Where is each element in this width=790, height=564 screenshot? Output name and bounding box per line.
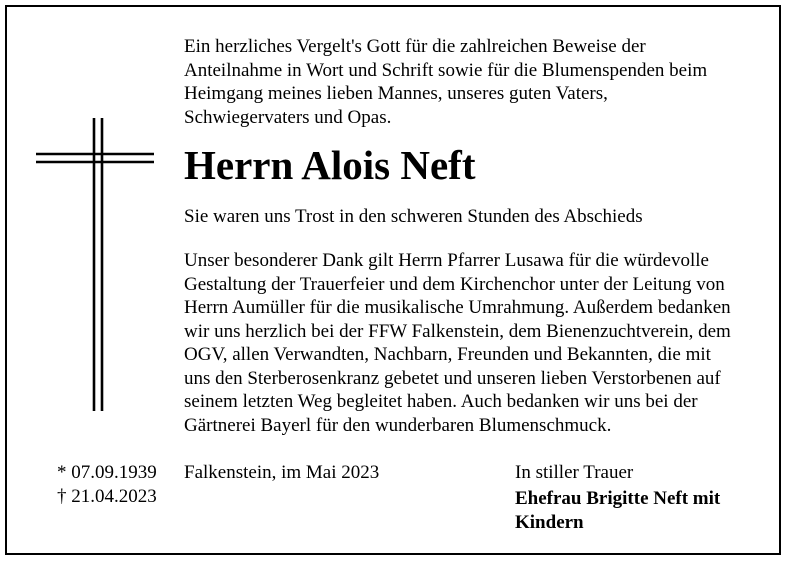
- family-line: Kindern: [515, 511, 584, 533]
- family-line: Ehefrau Brigitte Neft mit: [515, 488, 721, 509]
- cross-icon: [0, 0, 200, 420]
- birth-date: * 07.09.1939: [57, 462, 157, 483]
- thanks-line: Unser besonderer Dank gilt Herrn Pfarrer Lusawa für die würdevolle: [184, 250, 709, 271]
- thanks-line: OGV, allen Verwandten, Nachbarn, Freunden und Bekannten, die mit: [184, 344, 711, 365]
- thanks-line: seinem letzten Weg begleitet haben. Auch bedanken wir uns bei der: [184, 391, 698, 412]
- thanks-line: Herrn Aumüller für die musikalische Umrahmung. Außerdem bedanken: [184, 297, 731, 318]
- intro-line: Anteilnahme in Wort und Schrift sowie für die Blumenspenden beim: [184, 59, 708, 81]
- death-date: † 21.04.2023: [57, 485, 157, 507]
- thanks-line: uns den Sterberosenkranz gebetet und unseren lieben Verstorbenen auf: [184, 367, 721, 389]
- place-date: Falkenstein, im Mai 2023: [184, 462, 380, 483]
- thanks-text: [184, 249, 779, 437]
- intro-line: Ein herzliches Vergelt's Gott für die zahlreichen Beweise der: [184, 36, 646, 57]
- thanks-line: Gärtnerei Bayerl für den wunderbaren Blumenschmuck.: [184, 414, 612, 436]
- thanks-line: Gestaltung der Trauerfeier und dem Kirchenchor unter der Leitung von: [184, 273, 725, 295]
- in-stiller-trauer: In stiller Trauer: [515, 462, 634, 483]
- intro-line: Heimgang meines lieben Mannes, unseres guten Vaters,: [184, 83, 608, 104]
- life-dates: [57, 461, 157, 508]
- intro-line: Schwiegervaters und Opas.: [184, 106, 392, 128]
- intro-text: [184, 35, 774, 129]
- family-signature: [515, 487, 755, 534]
- trost-line: Sie waren uns Trost in den schweren Stunden des Abschieds: [184, 206, 643, 227]
- thanks-line: wir uns herzlich bei der FFW Falkenstein, dem Bienenzuchtverein, dem: [184, 320, 731, 342]
- deceased-name: Herrn Alois Neft: [184, 142, 476, 188]
